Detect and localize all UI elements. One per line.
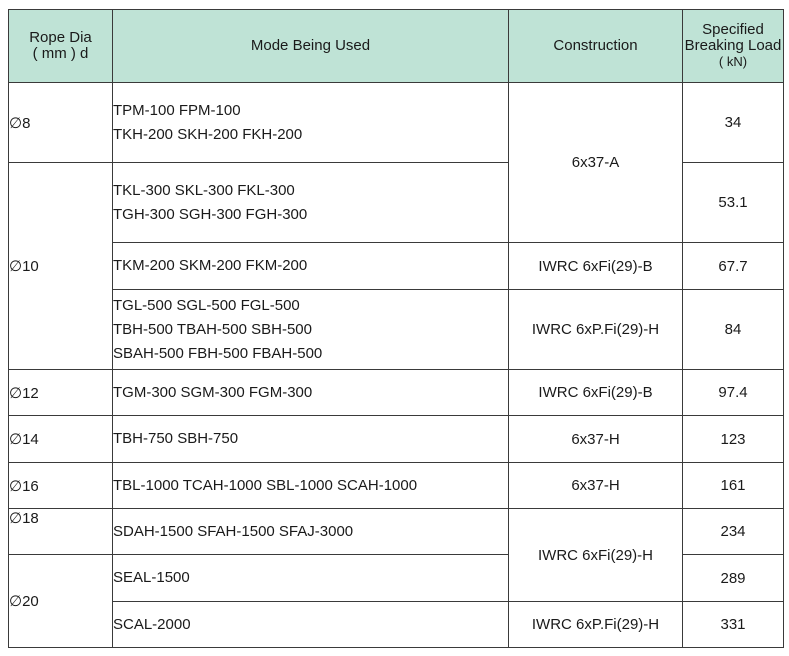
header-load-line3: ( kN) <box>718 54 748 69</box>
header-load-line1: Specified <box>702 21 764 38</box>
load-cell: 84 <box>683 290 784 370</box>
header-load-line2: Breaking Load <box>684 37 782 54</box>
dia-cell: ∅14 <box>9 416 113 463</box>
mode-line: SDAH-1500 SFAH-1500 SFAJ-3000 <box>113 522 354 540</box>
mode-cell <box>113 509 509 555</box>
table-row <box>9 243 784 290</box>
mode-cell <box>113 243 509 290</box>
construction-cell: IWRC 6xFi(29)-B <box>509 243 683 290</box>
load-cell: 53.1 <box>683 163 784 243</box>
rope-spec-table <box>8 9 784 648</box>
dia-cell: ∅18 <box>9 509 113 555</box>
mode-cell <box>113 370 509 416</box>
mode-line: TGL-500 SGL-500 FGL-500 <box>113 296 300 314</box>
mode-cell <box>113 602 509 648</box>
construction-cell: IWRC 6xFi(29)-B <box>509 370 683 416</box>
load-cell: 234 <box>683 509 784 555</box>
mode-cell <box>113 555 509 602</box>
construction-cell: 6x37-H <box>509 463 683 509</box>
construction-cell: IWRC 6xP.Fi(29)-H <box>509 602 683 648</box>
table-row <box>9 290 784 370</box>
header-breaking-load <box>683 10 784 83</box>
mode-line: TKL-300 SKL-300 FKL-300 <box>113 181 295 199</box>
table-row <box>9 83 784 163</box>
mode-line: TBL-1000 TCAH-1000 SBL-1000 SCAH-1000 <box>113 476 418 494</box>
dia-cell: ∅12 <box>9 370 113 416</box>
mode-line: TGH-300 SGH-300 FGH-300 <box>113 205 308 223</box>
dia-cell: ∅10 <box>9 163 113 370</box>
header-mode: Mode Being Used <box>113 10 509 83</box>
dia-cell: ∅16 <box>9 463 113 509</box>
dia-cell: ∅20 <box>9 555 113 648</box>
load-cell: 331 <box>683 602 784 648</box>
header-rope-dia-line1: Rope Dia <box>29 29 92 46</box>
construction-cell: 6x37-A <box>509 83 683 243</box>
mode-cell <box>113 416 509 463</box>
table-row <box>9 416 784 463</box>
table-row <box>9 602 784 648</box>
header-rope-dia-line2: ( mm ) d <box>32 45 89 62</box>
header-construction: Construction <box>509 10 683 83</box>
load-cell: 289 <box>683 555 784 602</box>
mode-cell <box>113 83 509 163</box>
header-row <box>9 10 784 83</box>
header-rope-dia <box>9 10 113 83</box>
mode-line: TPM-100 FPM-100 <box>113 101 241 119</box>
mode-cell <box>113 290 509 370</box>
load-cell: 97.4 <box>683 370 784 416</box>
load-cell: 123 <box>683 416 784 463</box>
load-cell: 67.7 <box>683 243 784 290</box>
mode-line: TKH-200 SKH-200 FKH-200 <box>113 125 303 143</box>
mode-line: SBAH-500 FBH-500 FBAH-500 <box>113 344 323 362</box>
load-cell: 161 <box>683 463 784 509</box>
construction-cell: IWRC 6xP.Fi(29)-H <box>509 290 683 370</box>
mode-line: TBH-750 SBH-750 <box>113 430 239 447</box>
mode-line: TBH-500 TBAH-500 SBH-500 <box>113 320 312 338</box>
mode-line: SEAL-1500 <box>113 569 190 586</box>
dia-cell: ∅8 <box>9 83 113 163</box>
mode-line: TGM-300 SGM-300 FGM-300 <box>113 383 313 401</box>
mode-line: TKM-200 SKM-200 FKM-200 <box>113 257 308 274</box>
construction-cell: 6x37-H <box>509 416 683 463</box>
table-row <box>9 463 784 509</box>
load-cell: 34 <box>683 83 784 163</box>
mode-cell <box>113 163 509 243</box>
mode-cell <box>113 463 509 509</box>
table-row <box>9 509 784 555</box>
table-row <box>9 370 784 416</box>
mode-line: SCAL-2000 <box>113 615 191 633</box>
construction-cell: IWRC 6xFi(29)-H <box>509 509 683 602</box>
